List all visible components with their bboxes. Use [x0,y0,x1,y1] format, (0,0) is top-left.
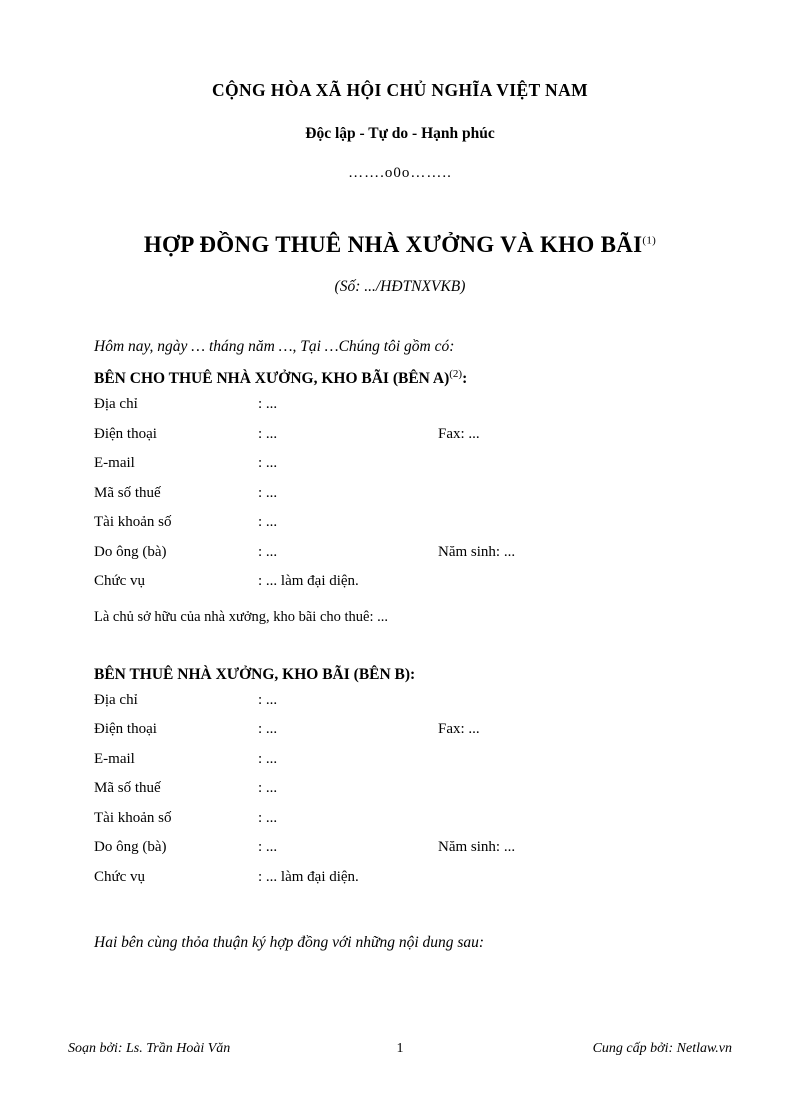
field-label: E-mail [94,455,135,472]
field-value: : ... [258,514,278,531]
page-number: 1 [396,1041,404,1056]
field-row [68,780,732,810]
field-value: : ... [258,396,278,413]
divider-ornament: …….o0o…….. [348,165,452,181]
field-row [68,721,732,751]
field-value: : ... làm đại diện. [258,573,359,590]
page-title [68,232,732,258]
field-row [68,839,732,869]
field-label: Địa chỉ [94,691,138,708]
field-label: Chức vụ [94,868,146,885]
field-extra: Fax: ... [438,425,480,442]
field-value: : ... làm đại diện. [258,868,359,885]
intro-line: Hôm nay, ngày … tháng năm …, Tại …Chúng tôi gồm có: [94,338,455,355]
field-value: : ... [258,691,278,708]
party-a-heading-footnote: (2) [449,368,463,380]
party-b-heading: BÊN THUÊ NHÀ XƯỞNG, KHO BÃI (BÊN B): [94,665,416,683]
party-a-heading [68,368,732,388]
party-a-heading-text: BÊN CHO THUÊ NHÀ XƯỞNG, KHO BÃI (BÊN A) [94,370,450,388]
field-extra: Năm sinh: ... [438,543,516,560]
page-title-text: HỢP ĐỒNG THUÊ NHÀ XƯỞNG VÀ KHO BÃI [143,232,643,257]
field-value: : ... [258,750,278,767]
page-title-footnote: (1) [642,234,657,247]
field-row [68,544,732,574]
document-header [68,80,732,182]
field-label: Điện thoại [94,721,157,738]
document-page [0,80,800,1115]
field-extra: Fax: ... [438,721,480,738]
national-motto: Độc lập - Tự do - Hạnh phúc [305,125,495,142]
field-row [68,869,732,899]
field-label: Mã số thuế [94,780,161,797]
field-label: Điện thoại [94,425,157,442]
field-value: : ... [258,543,278,560]
field-value: : ... [258,455,278,472]
party-a-fields [68,396,732,603]
footer-provider: Cung cấp bởi: Netlaw.vn [592,1041,732,1056]
field-row [68,396,732,426]
document-number: (Số: .../HĐTNXVKB) [334,278,466,295]
field-row [68,485,732,515]
field-label: E-mail [94,750,135,767]
party-a-ownership-note: Là chủ sở hữu của nhà xưởng, kho bãi cho thuê: ... [94,608,389,625]
field-row [68,426,732,456]
field-label: Do ông (bà) [94,543,167,560]
field-row [68,692,732,722]
field-value: : ... [258,809,278,826]
field-value: : ... [258,484,278,501]
field-label: Mã số thuế [94,484,161,501]
field-row [68,573,732,603]
agreement-line: Hai bên cùng thỏa thuận ký hợp đồng với những nội dung sau: [94,934,485,952]
footer-author: Soạn bởi: Ls. Trần Hoài Văn [68,1041,231,1056]
field-value: : ... [258,839,278,856]
field-value: : ... [258,425,278,442]
field-row [68,810,732,840]
field-extra: Năm sinh: ... [438,839,516,856]
field-value: : ... [258,721,278,738]
field-label: Địa chỉ [94,396,138,413]
page-footer [68,1041,732,1057]
field-row [68,455,732,485]
field-row [68,751,732,781]
field-label: Do ông (bà) [94,839,167,856]
party-a-heading-colon: : [462,370,468,388]
field-label: Tài khoản số [94,514,172,531]
field-label: Chức vụ [94,573,146,590]
national-title: CỘNG HÒA XÃ HỘI CHỦ NGHĨA VIỆT NAM [211,80,589,100]
field-label: Tài khoản số [94,809,172,826]
party-b-fields [68,692,732,899]
field-value: : ... [258,780,278,797]
field-row [68,514,732,544]
